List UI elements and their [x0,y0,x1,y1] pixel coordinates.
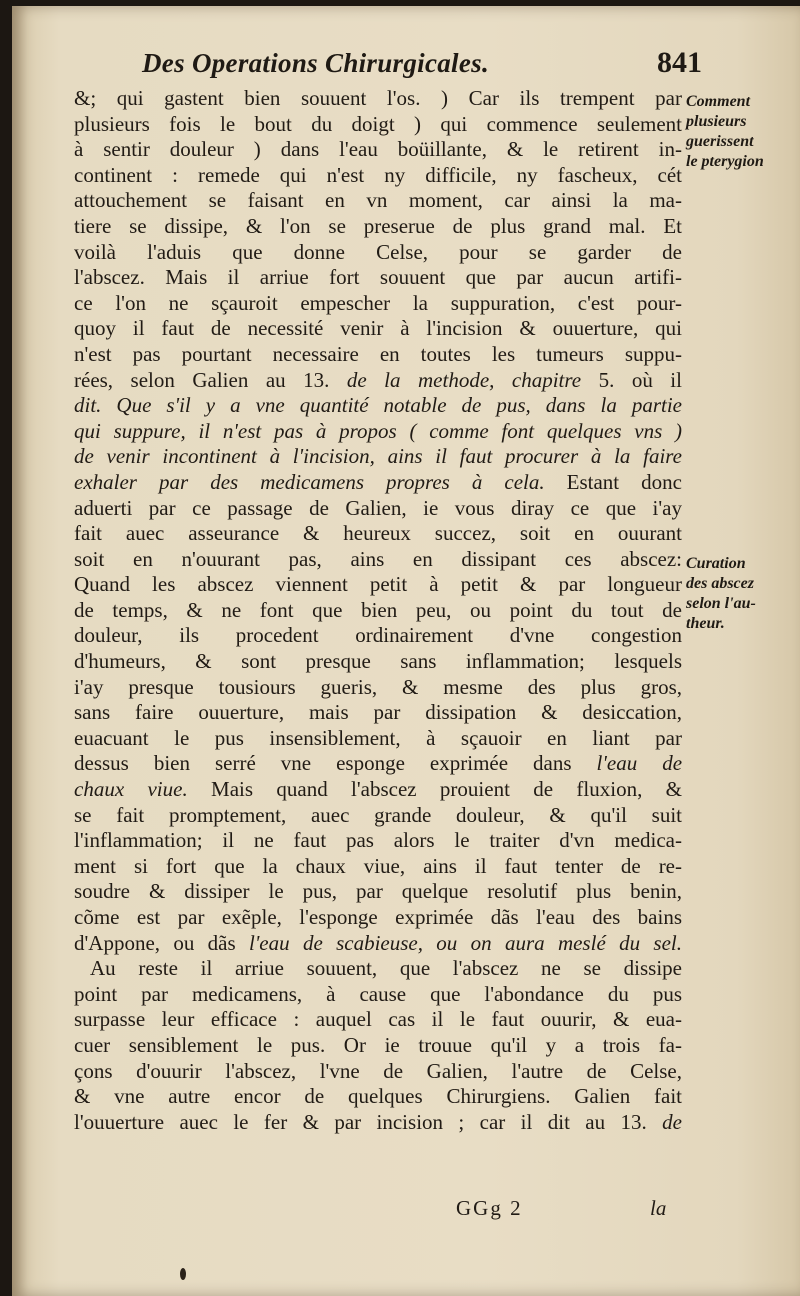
text-line: d'humeurs, & sont presque sans inflammation; lesquels [74,649,682,674]
margin-note-line: selon l'au- [686,595,756,612]
text-line [74,777,682,803]
text-line [74,751,682,777]
text-line: & vne autre encor de quelques Chirurgiens. Galien fait [74,1084,682,1109]
margin-note-line: plusieurs [686,113,747,130]
text-line: soudre & dissiper le pus, par quelque resolutif plus benin, [74,879,682,904]
margin-note-line: theur. [686,615,725,632]
text-line: attouchement se faisant en vn moment, car ainsi la ma- [74,188,682,213]
margin-note-line: Comment [686,93,751,110]
running-title: Des Operations Chirurgicales. [142,48,489,78]
text-fragment: Mais quand l'abscez prouient de fluxion, & [187,777,682,802]
text-line: Quand les abscez viennent petit à petit & par longueur [74,572,682,597]
margin-note-line: guerissent [686,133,754,150]
text-fragment: rées, selon Galien au 13. [74,367,347,392]
text-line: de venir incontinent à l'incision, ains il faut procurer à la faire [74,444,682,469]
text-line: à sentir douleur ) dans l'eau boüillante, & le retirent in- [74,137,682,162]
margin-note-line: des abscez [686,575,754,592]
text-line: cõme est par exẽple, l'esponge exprimée dãs l'eau des bains [74,905,682,929]
text-line: &; qui gastent bien souuent l'os. ) Car ils trempent par [74,86,682,110]
text-line: cuer sensiblement le pus. Or ie trouue qu'il y a trois fa- [74,1032,682,1057]
book-page [12,6,800,1296]
text-line: se fait promptement, auec grande douleur, & qu'il suit [74,802,682,827]
signature-mark: GGg 2 [456,1196,523,1220]
text-fragment: 5. où il [581,367,682,392]
margin-note-line: Curation [686,555,746,572]
text-fragment: d'Appone, ou dãs [74,930,249,955]
text-line: tiere se dissipe, & l'on se preserue de plus grand mal. Et [74,213,682,238]
text-line: ment si fort que la chaux viue, ains il faut tenter de re- [74,853,682,878]
margin-note-curation [686,554,798,634]
text-line: continent : remede qui n'est ny difficile, ny fascheux, cét [74,162,682,187]
text-line [74,1110,682,1136]
italic-fragment: chaux viue. [74,777,188,802]
text-line: euacuant le pus insensiblement, à sçauoir en liant par [74,725,682,750]
italic-fragment: exhaler par des medicamens propres à cela. [74,469,545,494]
text-line: l'inflammation; il ne faut pas alors le traiter d'vn medica- [74,828,682,853]
text-line [74,470,682,496]
text-line: soit en n'ouurant pas, ains en dissipant ces abscez: [74,546,682,571]
text-line: qui suppure, il n'est pas à propos ( comme font quelques vns ) [74,418,682,443]
body-text [74,86,682,1135]
italic-fragment: de la methode, chapitre [346,367,582,392]
text-line: douleur, ils procedent ordinairement d'vne congestion [74,623,682,648]
text-line: voilà l'aduis que donne Celse, pour se garder de [74,239,682,264]
text-line: l'abscez. Mais il arriue fort souuent que par aucun artifi- [74,265,682,290]
text-line: ce l'on ne sçauroit empescher la suppuration, c'est pour- [74,290,682,315]
text-fragment: l'ouuerture auec le fer & par incision ; car il dit au 13. [74,1109,663,1134]
text-line: i'ay presque tousiours gueris, & mesme des plus gros, [74,674,682,699]
text-line: de temps, & ne font que bien peu, ou point du tout de [74,597,682,622]
text-line: quoy il faut de necessité venir à l'incision & ouuerture, qui [74,316,682,341]
text-line [74,931,682,957]
italic-fragment: l'eau de scabieuse, ou on aura meslé du sel. [248,930,682,955]
page-number: 841 [657,46,702,79]
text-line: plusieurs fois le bout du doigt ) qui commence seulement [74,111,682,136]
text-line: point par medicamens, à cause que l'abondance du pus [74,981,682,1006]
italic-fragment: l'eau de [596,751,682,776]
margin-note-line: le pterygion [686,153,764,170]
text-line [74,368,682,394]
text-fragment: dessus bien serré vne esponge exprimée dans [74,751,597,776]
ink-spot [180,1268,186,1280]
text-fragment: Estant donc [544,469,682,494]
margin-note-pterygion [686,92,798,172]
text-line: dit. Que s'il y a vne quantité notable de pus, dans la partie [74,393,682,418]
catchword: la [650,1196,667,1220]
text-line: n'est pas pourtant necessaire en toutes les tumeurs suppu- [74,341,682,366]
text-line: aduerti par ce passage de Galien, ie vous diray ce que i'ay [74,495,682,520]
text-line: fait auec asseurance & heureux succez, soit en ouurant [74,521,682,546]
page-header [142,48,702,88]
text-line: sans faire ouuerture, mais par dissipation & desiccation, [74,700,682,725]
text-line: çons d'ouurir l'abscez, l'vne de Galien, l'autre de Celse, [74,1058,682,1083]
text-line: surpasse leur efficace : auquel cas il le faut ouurir, & eua- [74,1007,682,1032]
text-line: Au reste il arriue souuent, que l'abscez ne se dissipe [90,956,682,981]
italic-fragment: de [662,1109,682,1134]
